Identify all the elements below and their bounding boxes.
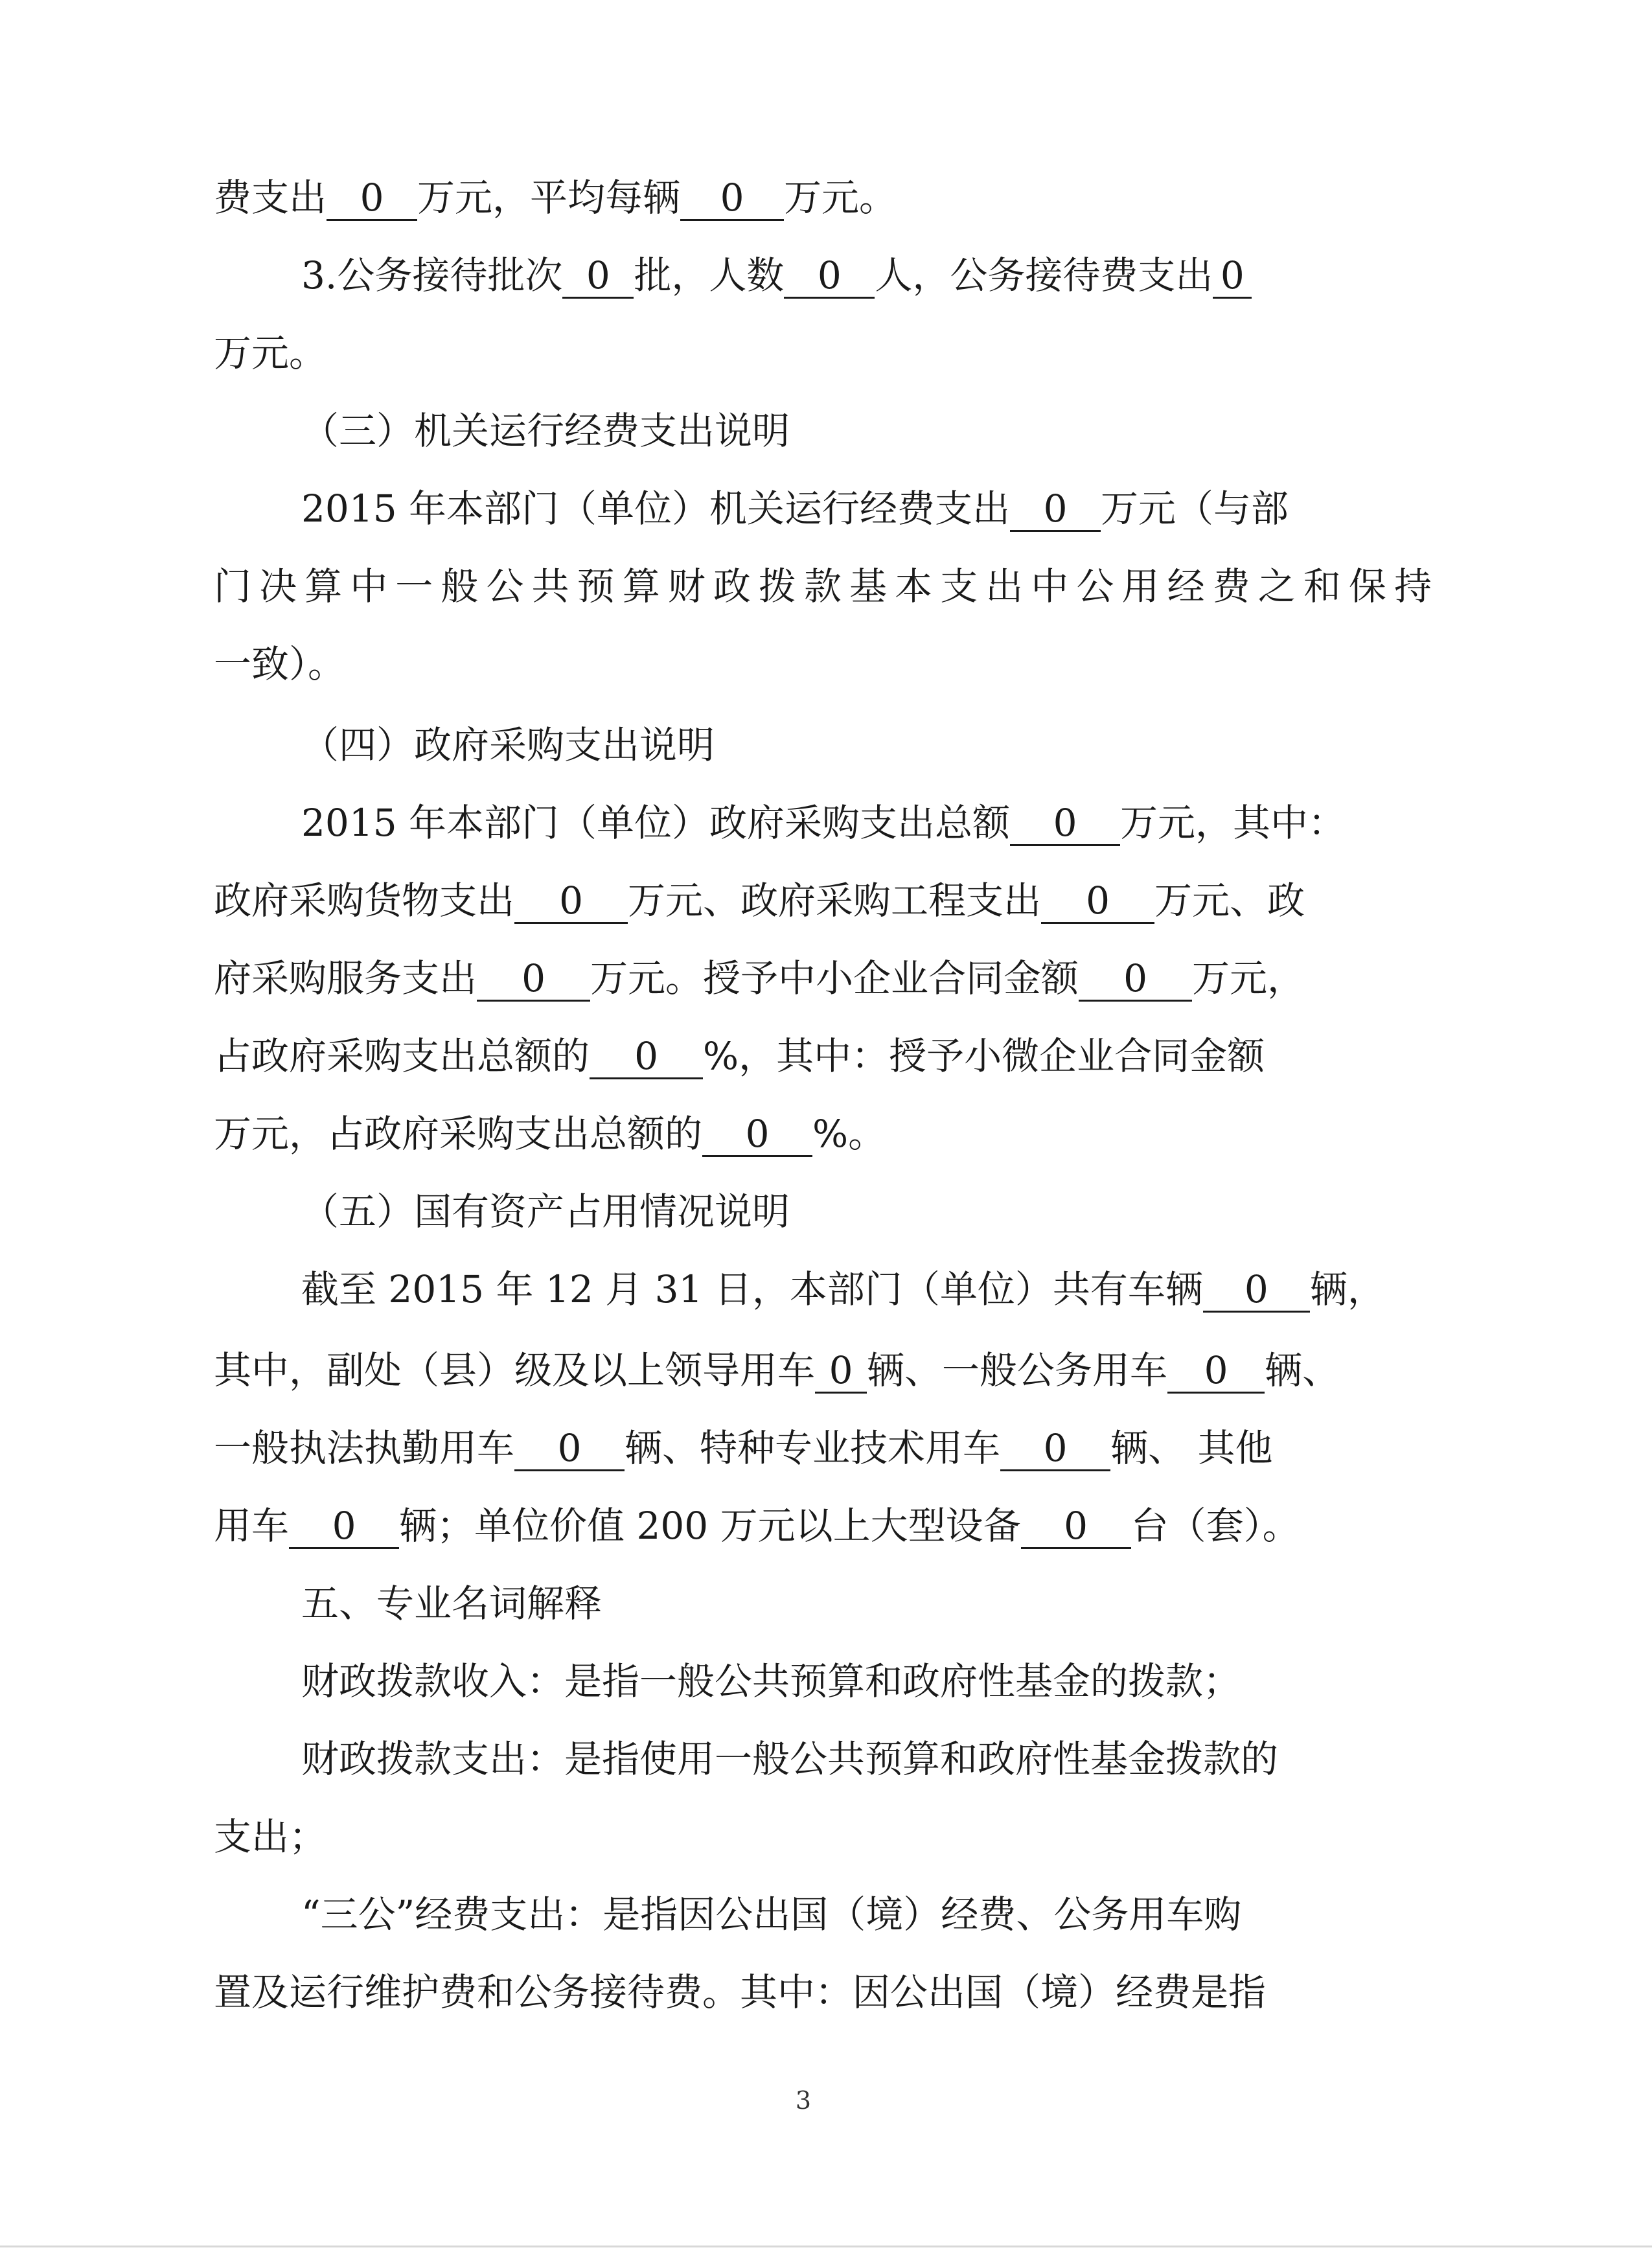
blank-value: 0 <box>1000 1428 1110 1471</box>
text-line-23: “三公”经费支出：是指因公出国（境）经费、公务用车购 <box>301 1892 1242 1936</box>
text-line-10: 政府采购货物支出 0 万元、政府采购工程支出 0 万元、政 <box>214 879 1305 923</box>
section-heading-4: （四）政府采购支出说明 <box>301 723 715 767</box>
text-line-15: 截至 2015 年 12 月 31 日，本部门（单位）共有车辆 0 辆， <box>301 1267 1385 1311</box>
blank-value: 0 <box>1167 1350 1265 1394</box>
scan-edge-divider <box>0 2246 1652 2247</box>
text-line-22: 支出； <box>214 1815 327 1859</box>
blank-value: 0 <box>1010 803 1120 846</box>
blank-value: 0 <box>590 1036 703 1079</box>
blank-value: 0 <box>514 1428 625 1471</box>
text-line-24: 置及运行维护费和公务接待费。其中：因公出国（境）经费是指 <box>214 1970 1267 2014</box>
blank-value: 0 <box>1079 958 1192 1002</box>
text-line-17: 一般执法执勤用车 0 辆、特种专业技术用车 0 辆、 其他 <box>214 1426 1273 1470</box>
section-heading-3: （三）机关运行经费支出说明 <box>301 409 790 453</box>
blank-value: 0 <box>1213 255 1252 299</box>
blank-value: 0 <box>327 178 417 221</box>
text-line-11: 府采购服务支出 0 万元。授予中小企业合同金额 0 万元， <box>214 956 1305 1000</box>
page-number: 3 <box>795 2086 812 2115</box>
text-line-5: 2015 年本部门（单位）机关运行经费支出 0 万元（与部 <box>301 487 1289 531</box>
blank-value: 0 <box>1010 488 1101 532</box>
text-line-18: 用车 0 辆；单位价值 200 万元以上大型设备 0 台（套）。 <box>214 1504 1300 1548</box>
text-line-16: 其中，副处（县）级及以上领导用车 0 辆、一般公务用车 0 辆、 <box>214 1348 1340 1392</box>
section-heading-terms: 五、专业名词解释 <box>301 1581 602 1625</box>
blank-value: 0 <box>815 1350 867 1394</box>
text-line-21: 财政拨款支出：是指使用一般公共预算和政府性基金拨款的 <box>301 1737 1279 1781</box>
blank-value: 0 <box>289 1506 399 1549</box>
blank-value: 0 <box>562 255 634 299</box>
blank-value: 0 <box>514 880 628 924</box>
text-line-2: 3.公务接待批次 0 批，人数 0 人，公务接待费支出 0 <box>301 249 1432 301</box>
blank-value: 0 <box>1041 880 1154 924</box>
blank-value: 0 <box>784 255 875 299</box>
text-line-12: 占政府采购支出总额的 0 %，其中：授予小微企业合同金额 <box>214 1034 1265 1078</box>
blank-value: 0 <box>1021 1506 1131 1549</box>
text-line-20: 财政拨款收入：是指一般公共预算和政府性基金的拨款； <box>301 1659 1241 1703</box>
blank-value: 0 <box>477 958 590 1002</box>
text-line-3: 万元。 <box>214 331 327 375</box>
text-line-1: 费支出 0 万元，平均每辆 0 万元。 <box>214 176 897 220</box>
blank-value: 0 <box>680 178 784 221</box>
blank-value: 0 <box>702 1114 812 1157</box>
blank-value: 0 <box>1203 1269 1310 1313</box>
section-heading-5: （五）国有资产占用情况说明 <box>301 1189 790 1234</box>
text-line-9: 2015 年本部门（单位）政府采购支出总额 0 万元，其中： <box>301 801 1346 845</box>
text-line-13: 万元，占政府采购支出总额的 0 %。 <box>214 1112 886 1156</box>
text-line-7: 一致）。 <box>214 642 346 686</box>
text-line-6: 门决算中一般公共预算财政拨款基本支出中公用经费之和保持 <box>214 564 1432 608</box>
